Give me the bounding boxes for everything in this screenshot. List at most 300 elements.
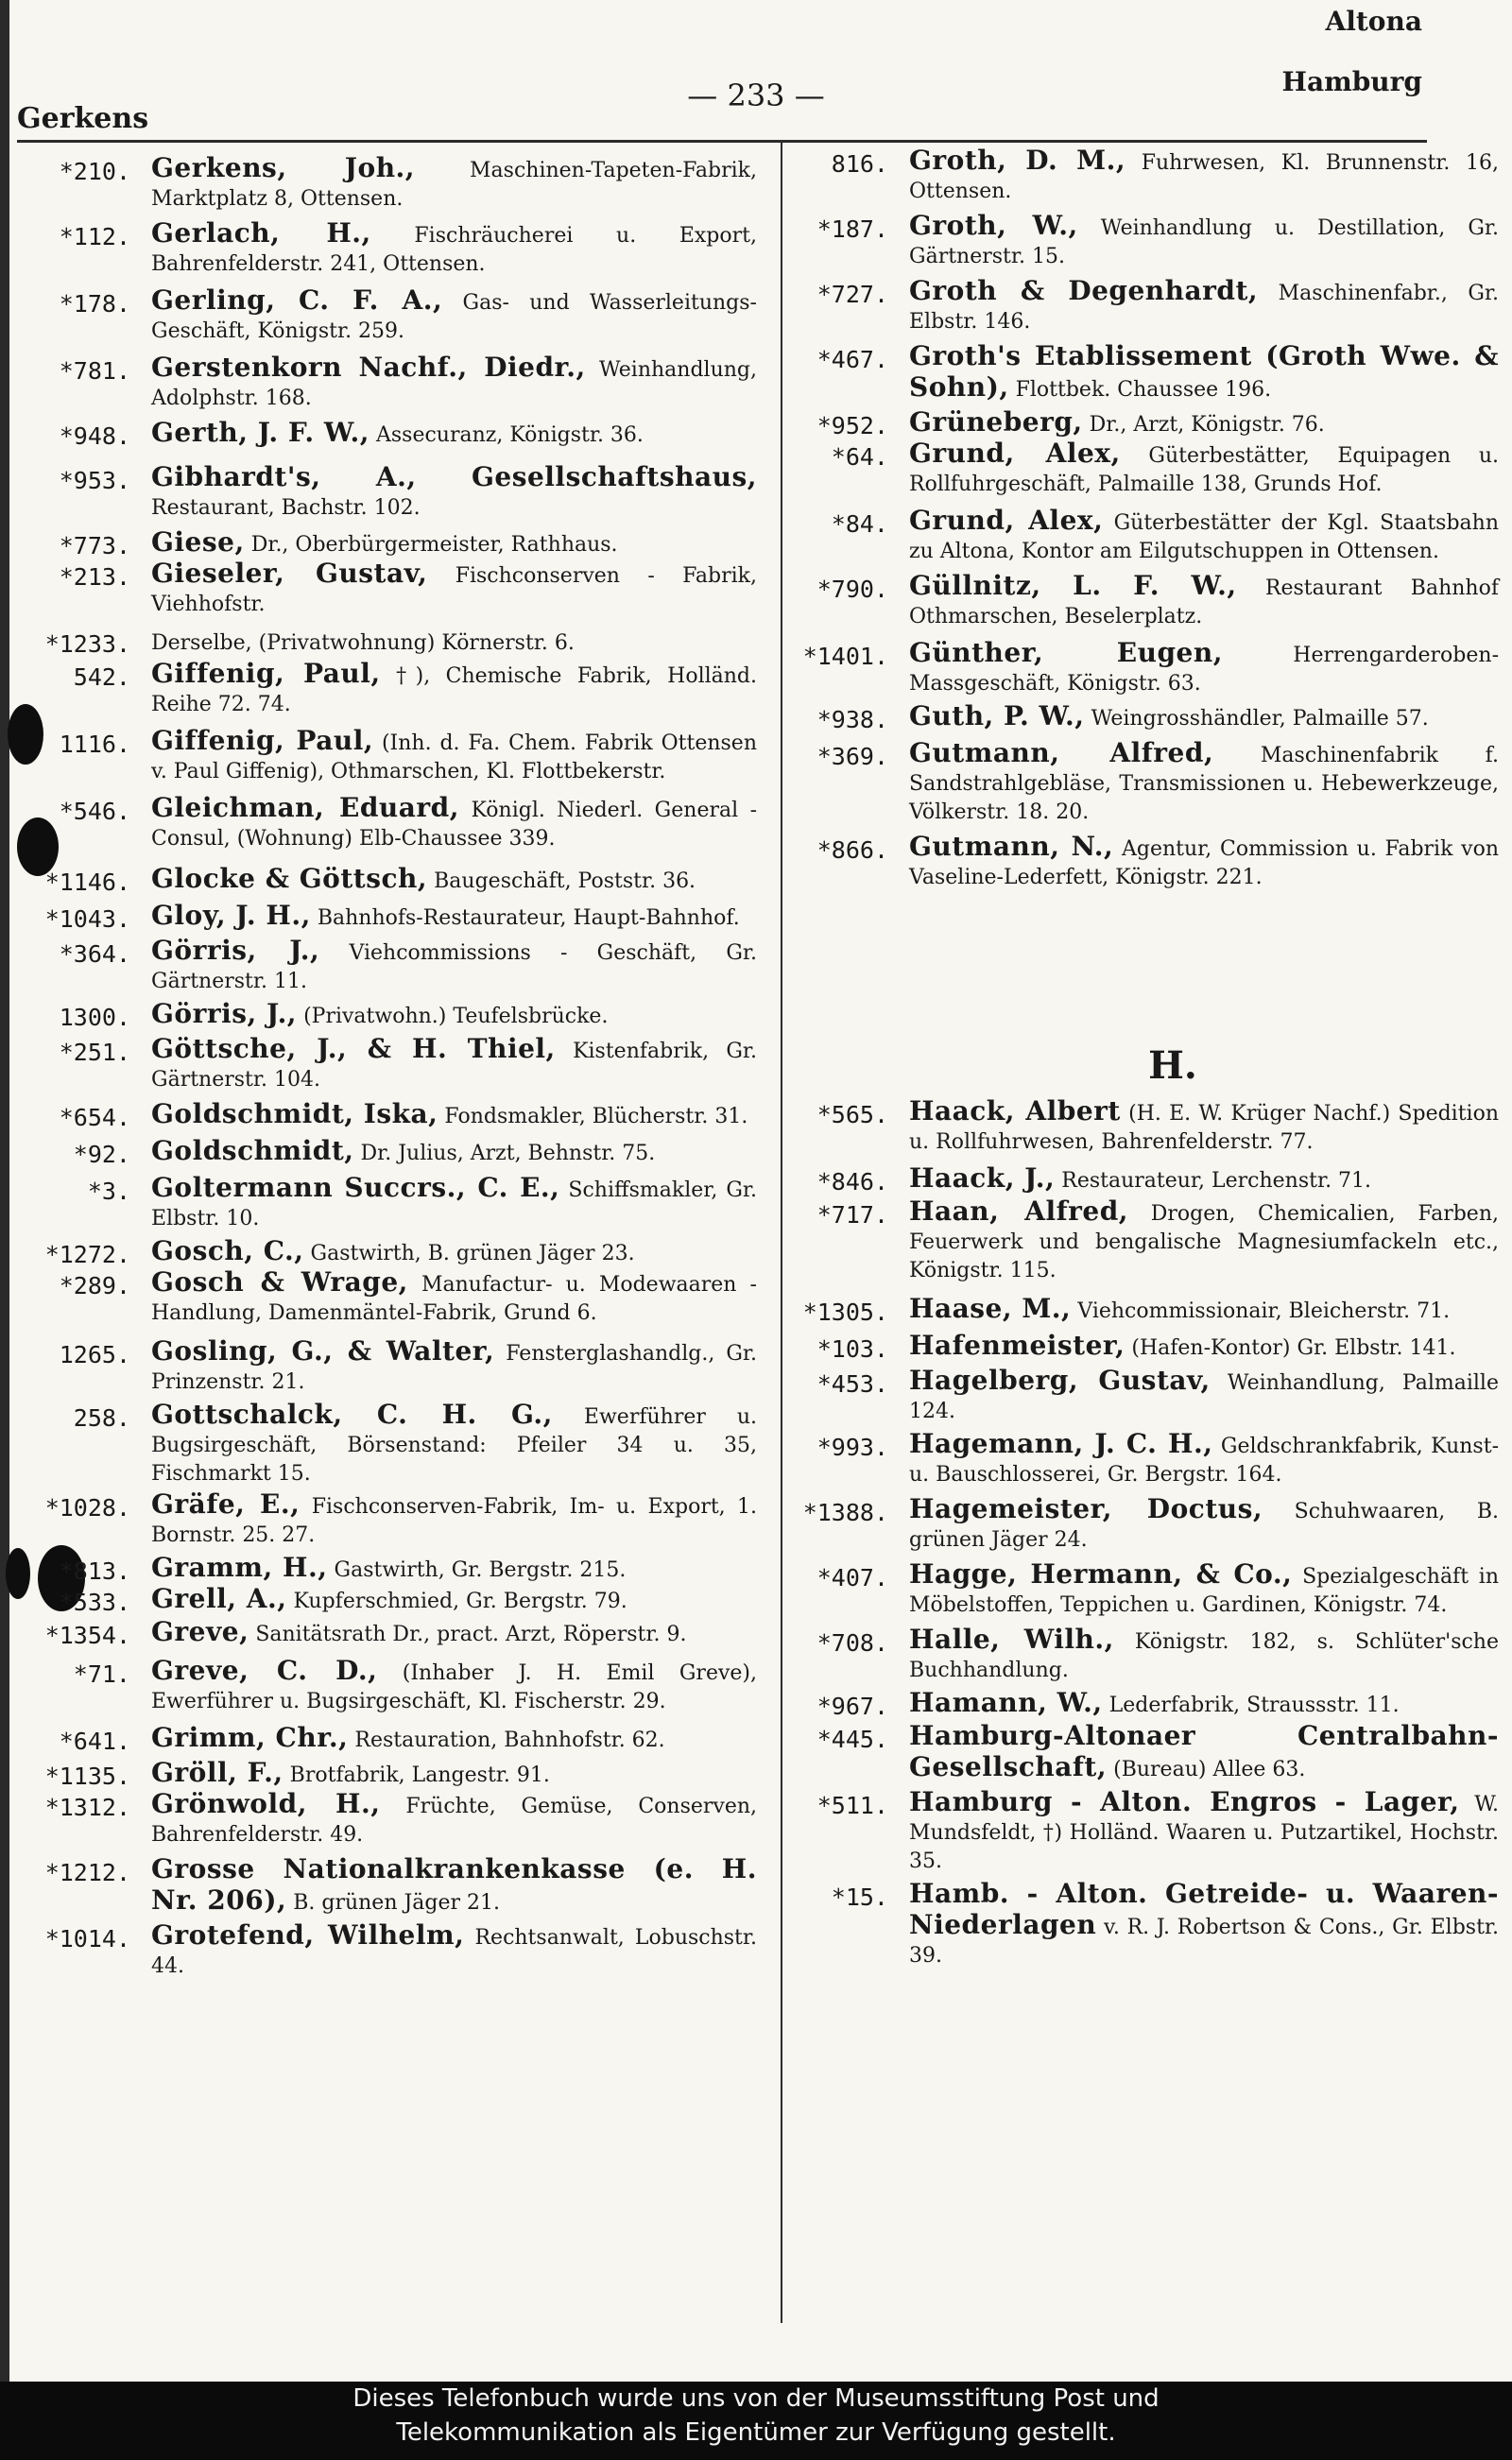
- entry-text: [888, 146, 1503, 206]
- entry-text: [130, 727, 761, 786]
- directory-entry: [19, 154, 761, 214]
- subscriber-name: Grund, Alex,: [909, 505, 1104, 536]
- directory-entry: [767, 833, 1503, 892]
- phone-number: *1135.: [44, 1763, 130, 1790]
- directory-entry: [767, 702, 1503, 733]
- right-column-top-entries: [767, 146, 1503, 892]
- phone-number: *781.: [59, 357, 130, 385]
- entry-text: [888, 1722, 1503, 1784]
- subscriber-name: Gramm, H.,: [151, 1552, 328, 1583]
- phone-number: *178.: [59, 290, 130, 318]
- directory-entry: [19, 1137, 761, 1168]
- entry-text: [888, 1880, 1503, 1970]
- subscriber-name: Hamburg - Alton. Engros - Lager,: [909, 1786, 1460, 1817]
- subscriber-name: Gleichman, Eduard,: [151, 792, 459, 823]
- directory-entry: [767, 342, 1503, 404]
- entry-text: [888, 1197, 1503, 1285]
- directory-entry: [767, 1626, 1503, 1685]
- entry-text: [130, 1237, 761, 1268]
- phone-number: *1272.: [44, 1241, 130, 1268]
- directory-entry: [767, 1560, 1503, 1620]
- subscriber-details: (Inhaber J. H. Emil Greve), Ewerführer u. Bugsirgeschäft, Kl. Fischerstr. 29.: [151, 1661, 757, 1713]
- subscriber-name: Hagemann, J. C. H.,: [909, 1428, 1213, 1459]
- subscriber-details: Königstr. 182, s. Schlüter'sche Buchhandlung.: [909, 1630, 1499, 1682]
- phone-number: 1265.: [59, 1341, 130, 1368]
- subscriber-name: Haan, Alfred,: [909, 1196, 1129, 1227]
- subscriber-name: Grönwold, H.,: [151, 1788, 381, 1819]
- phone-number: *993.: [816, 1434, 888, 1461]
- binding-edge: [0, 0, 9, 2382]
- phone-number: *71.: [73, 1660, 130, 1688]
- subscriber-details: Drogen, Chemicalien, Farben, Feuerwerk und bengalische Magnesiumfackeln etc., Königstr. 115.: [909, 1202, 1499, 1282]
- directory-entry: [767, 439, 1503, 499]
- subscriber-name: Gieseler, Gustav,: [151, 558, 428, 589]
- phone-number: *948.: [59, 422, 130, 450]
- subscriber-details: W. Mundsfeldt, †) Holländ. Waaren u. Putzartikel, Hochstr. 35.: [909, 1793, 1499, 1873]
- phone-number: *708.: [816, 1629, 888, 1657]
- subscriber-name: Gerling, C. F. A.,: [151, 284, 443, 316]
- subscriber-details: Restaurant Bahnhof Othmarschen, Beselerplatz.: [909, 576, 1499, 628]
- subscriber-name: Grüneberg,: [909, 406, 1083, 438]
- directory-entry: [19, 1100, 761, 1131]
- subscriber-details: Manufactur- u. Modewaaren - Handlung, Damenmäntel-Fabrik, Grund 6.: [151, 1273, 757, 1325]
- directory-entry: [19, 865, 761, 896]
- directory-entry: [19, 219, 761, 279]
- phone-number: *773.: [59, 532, 130, 559]
- footer-notice: [0, 2382, 1512, 2460]
- directory-entry: [19, 559, 761, 619]
- subscriber-name: Grotefend, Wilhelm,: [151, 1919, 465, 1951]
- subscriber-name: Grosse Nationalkrankenkasse (e. H. Nr. 206),: [151, 1853, 757, 1916]
- phone-number: *511.: [816, 1792, 888, 1819]
- subscriber-name: Görris, J.,: [151, 935, 320, 966]
- subscriber-details: Weingrosshändler, Palmaille 57.: [1091, 707, 1429, 731]
- subscriber-details: Fischconserven-Fabrik, Im- u. Export, 1. Bornstr. 25. 27.: [151, 1495, 758, 1547]
- subscriber-name: Haase, M.,: [909, 1293, 1072, 1324]
- directory-entry: [19, 1401, 761, 1488]
- subscriber-name: Gerkens, Joh.,: [151, 152, 416, 183]
- phone-number: *790.: [816, 576, 888, 603]
- phone-number: *717.: [816, 1201, 888, 1229]
- subscriber-details: (Privatwohn.) Teufelsbrücke.: [303, 1005, 609, 1028]
- entry-text: [130, 1337, 761, 1397]
- entry-text: [130, 660, 761, 719]
- phone-number: *938.: [816, 706, 888, 733]
- subscriber-details: Restaurateur, Lerchenstr. 71.: [1061, 1169, 1372, 1193]
- phone-number: *953.: [59, 467, 130, 494]
- directory-entry: [767, 1164, 1503, 1196]
- subscriber-name: Gräfe, E.,: [151, 1488, 301, 1520]
- phone-number: *92.: [73, 1141, 130, 1168]
- subscriber-name: Gröll, F.,: [151, 1757, 284, 1788]
- directory-entry: [19, 1921, 761, 1981]
- directory-entry: [767, 639, 1503, 698]
- page-number: — 233 —: [687, 77, 825, 113]
- subscriber-details: Weinhandlung u. Destillation, Gr. Gärtnerstr. 15.: [909, 216, 1499, 268]
- entry-text: [130, 1657, 761, 1716]
- entry-text: [130, 559, 761, 619]
- directory-entry: [767, 1332, 1503, 1363]
- subscriber-details: Weinhandlung, Palmaille 124.: [909, 1371, 1499, 1423]
- subscriber-details: Fischconserven - Fabrik, Viehhofstr.: [151, 564, 757, 616]
- subscriber-details: Königl. Niederl. General - Consul, (Wohnung) Elb-Chaussee 339.: [151, 799, 758, 851]
- entry-text: [130, 219, 761, 279]
- subscriber-details: Spezialgeschäft in Möbelstoffen, Teppichen u. Gardinen, Königstr. 74.: [909, 1565, 1500, 1617]
- subscriber-name: Giffenig, Paul,: [151, 725, 374, 756]
- subscriber-name: Greve, C. D.,: [151, 1655, 378, 1686]
- subscriber-details: Restaurant, Bachstr. 102.: [151, 496, 421, 520]
- subscriber-details: Herrengarderoben-Massgeschäft, Königstr. 63.: [909, 644, 1500, 696]
- directory-entry: [19, 286, 761, 346]
- phone-number: *103.: [816, 1335, 888, 1363]
- directory-entry: [19, 1657, 761, 1716]
- directory-entry: [767, 1295, 1503, 1326]
- entry-text: [130, 937, 761, 996]
- phone-number: *1028.: [44, 1494, 130, 1522]
- entry-text: [888, 277, 1503, 336]
- entry-text: [130, 1724, 761, 1755]
- subscriber-details: Schuhwaaren, B. grünen Jäger 24.: [909, 1500, 1499, 1552]
- subscriber-details: Gastwirth, B. grünen Jäger 23.: [310, 1242, 635, 1265]
- subscriber-details: (Inh. d. Fa. Chem. Fabrik Ottensen v. Paul Giffenig), Othmarschen, Kl. Flottbekerstr.: [151, 731, 757, 783]
- entry-text: [130, 1618, 761, 1649]
- phone-number: *1212.: [44, 1859, 130, 1886]
- directory-entry: [767, 739, 1503, 827]
- phone-number: *64.: [831, 443, 888, 471]
- phone-number: *565.: [816, 1101, 888, 1128]
- entry-text: [130, 1585, 761, 1616]
- subscriber-name: Görris, J.,: [151, 998, 298, 1029]
- entry-text: [130, 154, 761, 214]
- entry-text: [888, 1097, 1503, 1157]
- directory-entry: [767, 1097, 1503, 1157]
- subscriber-details: Viehcommissionair, Bleicherstr. 71.: [1077, 1299, 1451, 1323]
- subscriber-name: Gerlach, H.,: [151, 217, 371, 249]
- directory-entry: [767, 408, 1503, 439]
- phone-number: *445.: [816, 1726, 888, 1753]
- subscriber-name: Hamb. - Alton. Getreide- u. Waaren-Niederlagen: [909, 1878, 1499, 1940]
- subscriber-name: Gosling, G., & Walter,: [151, 1335, 495, 1367]
- subscriber-details: Früchte, Gemüse, Conserven, Bahrenfelderstr. 49.: [151, 1795, 758, 1847]
- directory-entry: [767, 1788, 1503, 1876]
- subscriber-name: Groth's Etablissement (Groth Wwe. & Sohn),: [909, 340, 1499, 403]
- entry-text: [888, 1495, 1503, 1555]
- subscriber-name: Groth, W.,: [909, 210, 1078, 241]
- entry-text: [888, 408, 1503, 439]
- subscriber-name: Groth, D. M.,: [909, 145, 1126, 176]
- entry-text: [130, 1401, 761, 1488]
- entry-text: [130, 353, 761, 413]
- subscriber-details: Dr., Arzt, Königstr. 76.: [1089, 413, 1325, 437]
- running-head: Gerkens: [17, 102, 149, 135]
- phone-number: *1233.: [44, 630, 130, 658]
- entry-text: [130, 794, 761, 853]
- entry-text: [130, 1490, 761, 1550]
- subscriber-name: Goltermann Succrs., C. E.,: [151, 1172, 560, 1203]
- phone-number: *533.: [59, 1589, 130, 1616]
- directory-entry: [19, 727, 761, 786]
- directory-entry: [767, 146, 1503, 206]
- phone-number: *369.: [816, 743, 888, 770]
- directory-entry: [19, 1759, 761, 1790]
- entry-text: [888, 639, 1503, 698]
- entry-text: [888, 702, 1503, 733]
- directory-entry: [767, 572, 1503, 631]
- phone-number: *967.: [816, 1693, 888, 1720]
- directory-entry: [767, 1722, 1503, 1784]
- subscriber-name: Güllnitz, L. F. W.,: [909, 570, 1237, 601]
- entry-text: [130, 1790, 761, 1849]
- subscriber-details: Maschinenfabr., Gr. Elbstr. 146.: [909, 282, 1500, 334]
- phone-number: *813.: [59, 1557, 130, 1585]
- subscriber-details: Kupferschmied, Gr. Bergstr. 79.: [293, 1590, 627, 1613]
- subscriber-name: Gibhardt's, A., Gesellschaftshaus,: [151, 461, 757, 492]
- directory-entry: [19, 1174, 761, 1233]
- directory-entry: [19, 1618, 761, 1649]
- directory-entry: [19, 353, 761, 413]
- directory-entry: [767, 1689, 1503, 1720]
- subscriber-details: Dr. Julius, Arzt, Behnstr. 75.: [360, 1142, 656, 1165]
- phone-number: *251.: [59, 1039, 130, 1066]
- directory-entry: [19, 1790, 761, 1849]
- subscriber-name: Guth, P. W.,: [909, 700, 1085, 731]
- subscriber-name: Gosch, C.,: [151, 1235, 304, 1266]
- directory-entry: [19, 1855, 761, 1918]
- phone-number: *1354.: [44, 1622, 130, 1649]
- entry-text: [888, 507, 1503, 566]
- subscriber-details: Maschinenfabrik f. Sandstrahlgebläse, Transmissionen u. Hebewerkzeuge, Völkerstr. 18. 20.: [909, 744, 1500, 824]
- phone-number: *1401.: [802, 643, 888, 670]
- directory-entry: [19, 1268, 761, 1328]
- subscriber-details: Schiffsmakler, Gr. Elbstr. 10.: [151, 1178, 757, 1230]
- directory-entry: [767, 1430, 1503, 1489]
- entry-text: [888, 212, 1503, 271]
- entry-text: [130, 1035, 761, 1094]
- subscriber-name: Hagelberg, Gustav,: [909, 1365, 1211, 1396]
- subscriber-details: Brotfabrik, Langestr. 91.: [289, 1763, 550, 1787]
- directory-entry: [767, 507, 1503, 566]
- phone-number: *952.: [816, 412, 888, 439]
- directory-entry: [19, 1237, 761, 1268]
- directory-entry: [19, 902, 761, 933]
- directory-entry: [19, 1035, 761, 1094]
- subscriber-name: Gutmann, Alfred,: [909, 737, 1214, 768]
- entry-text: [888, 739, 1503, 827]
- subscriber-name: Hamburg-Altonaer Centralbahn-Gesellschaft,: [909, 1720, 1499, 1782]
- subscriber-name: Günther, Eugen,: [909, 637, 1223, 668]
- phone-number: *467.: [816, 346, 888, 373]
- subscriber-details: B. grünen Jäger 21.: [293, 1891, 501, 1915]
- entry-text: [888, 572, 1503, 631]
- subscriber-name: Groth & Degenhardt,: [909, 275, 1259, 306]
- subscriber-details: Geldschrankfabrik, Kunst- u. Bauschlosserei, Gr. Bergstr. 164.: [909, 1435, 1500, 1487]
- footer-line-1: Dieses Telefonbuch wurde uns von der Museumsstiftung Post und: [352, 2384, 1160, 2413]
- subscriber-details: Sanitätsrath Dr., pract. Arzt, Röperstr. 9.: [255, 1623, 687, 1646]
- phone-number: 816.: [831, 150, 888, 178]
- entry-text: [888, 1332, 1503, 1363]
- phone-number: *84.: [831, 510, 888, 538]
- subscriber-details: Rechtsanwalt, Lobuschstr. 44.: [151, 1926, 757, 1978]
- entry-text: [888, 1689, 1503, 1720]
- directory-entry: [19, 419, 761, 450]
- entry-text: [130, 1921, 761, 1981]
- subscriber-details: Gastwirth, Gr. Bergstr. 215.: [334, 1558, 627, 1582]
- subscriber-details: Baugeschäft, Poststr. 36.: [434, 869, 696, 893]
- directory-entry: [19, 1554, 761, 1585]
- phone-number: *846.: [816, 1168, 888, 1196]
- subscriber-details: (Bureau) Allee 63.: [1113, 1758, 1306, 1781]
- entry-text: [130, 865, 761, 896]
- subscriber-name: Giffenig, Paul,: [151, 658, 381, 689]
- phone-number: *866.: [816, 836, 888, 864]
- directory-entry: [19, 1490, 761, 1550]
- subscriber-name: Giese,: [151, 526, 245, 558]
- subscriber-name: Hagemeister, Doctus,: [909, 1493, 1263, 1524]
- subscriber-details: v. R. J. Robertson & Cons., Gr. Elbstr. 39.: [909, 1916, 1500, 1968]
- directory-entry: [19, 1585, 761, 1616]
- directory-entry: [19, 1337, 761, 1397]
- directory-entry: [767, 277, 1503, 336]
- subscriber-details: Derselbe, (Privatwohnung) Körnerstr. 6.: [151, 631, 575, 655]
- header-city-hamburg: Hamburg: [1281, 66, 1422, 97]
- subscriber-details: Güterbestätter, Equipagen u. Rollfuhrgeschäft, Palmaille 138, Grunds Hof.: [909, 444, 1499, 496]
- subscriber-details: Fuhrwesen, Kl. Brunnenstr. 16, Ottensen.: [909, 151, 1499, 203]
- subscriber-details: Fondsmakler, Blücherstr. 31.: [444, 1105, 748, 1128]
- subscriber-details: (Hafen-Kontor) Gr. Elbstr. 141.: [1131, 1336, 1456, 1360]
- entry-text: [888, 439, 1503, 499]
- entry-text: [130, 1855, 761, 1918]
- subscriber-details: †), Chemische Fabrik, Holländ. Reihe 72. 74.: [151, 664, 757, 716]
- directory-entry: [19, 627, 761, 658]
- entry-text: [130, 528, 761, 559]
- subscriber-name: Grund, Alex,: [909, 438, 1121, 469]
- subscriber-details: (H. E. W. Krüger Nachf.) Spedition u. Rollfuhrwesen, Bahrenfelderstr. 77.: [909, 1102, 1500, 1154]
- entry-text: [130, 627, 761, 658]
- subscriber-details: Assecuranz, Königstr. 36.: [375, 423, 644, 447]
- subscriber-name: Göttsche, J., & H. Thiel,: [151, 1033, 556, 1064]
- entry-text: [130, 1000, 761, 1031]
- directory-entry: [19, 528, 761, 559]
- entry-text: [130, 1554, 761, 1585]
- header-city-altona: Altona: [1325, 6, 1422, 37]
- subscriber-name: Gloy, J. H.,: [151, 900, 311, 931]
- directory-entry: [19, 937, 761, 996]
- header-rule: [17, 140, 1427, 143]
- subscriber-details: Dr., Oberbürgermeister, Rathhaus.: [250, 533, 618, 557]
- directory-entry: [19, 1724, 761, 1755]
- entry-text: [888, 1788, 1503, 1876]
- entry-text: [888, 1367, 1503, 1426]
- directory-entry: [19, 794, 761, 853]
- subscriber-details: Bahnhofs-Restaurateur, Haupt-Bahnhof.: [317, 906, 740, 930]
- subscriber-name: Halle, Wilh.,: [909, 1624, 1114, 1655]
- entry-text: [130, 902, 761, 933]
- phone-number: *1305.: [802, 1299, 888, 1326]
- entry-text: [130, 1174, 761, 1233]
- subscriber-details: Viehcommissions - Geschäft, Gr. Gärtnerstr. 11.: [151, 941, 757, 993]
- directory-entry: [767, 1880, 1503, 1970]
- phone-number: *453.: [816, 1370, 888, 1398]
- phone-number: *641.: [59, 1728, 130, 1755]
- phone-number: 542.: [73, 663, 130, 691]
- entry-text: [130, 1137, 761, 1168]
- directory-entry: [767, 212, 1503, 271]
- phone-number: *289.: [59, 1272, 130, 1299]
- entry-text: [888, 1626, 1503, 1685]
- entry-text: [130, 1268, 761, 1328]
- subscriber-details: Kistenfabrik, Gr. Gärtnerstr. 104.: [151, 1040, 758, 1092]
- phone-number: *1014.: [44, 1925, 130, 1953]
- left-column: [19, 146, 761, 2339]
- entry-text: [888, 833, 1503, 892]
- right-column: [767, 146, 1503, 2339]
- phone-number: *1312.: [44, 1794, 130, 1821]
- phone-number: *727.: [816, 281, 888, 308]
- subscriber-name: Gerstenkorn Nachf., Diedr.,: [151, 352, 586, 383]
- entry-text: [130, 1100, 761, 1131]
- subscriber-details: Ewerführer u. Bugsirgeschäft, Börsenstand: Pfeiler 34 u. 35, Fischmarkt 15.: [151, 1405, 757, 1486]
- directory-entry: [19, 463, 761, 523]
- directory-entry: [19, 660, 761, 719]
- phone-number: *546.: [59, 798, 130, 825]
- phone-number: 1116.: [59, 731, 130, 758]
- subscriber-name: Hafenmeister,: [909, 1330, 1125, 1361]
- subscriber-name: Gottschalck, C. H. G.,: [151, 1399, 553, 1430]
- entry-text: [888, 1560, 1503, 1620]
- subscriber-name: Gutmann, N.,: [909, 831, 1114, 862]
- entry-text: [888, 342, 1503, 404]
- subscriber-name: Gerth, J. F. W.,: [151, 417, 369, 448]
- phone-number: *15.: [831, 1884, 888, 1911]
- phone-number: *1388.: [802, 1499, 888, 1526]
- subscriber-name: Goldschmidt, Iska,: [151, 1098, 438, 1129]
- footer-line-2: Telekommunikation als Eigentümer zur Verfügung gestellt.: [396, 2418, 1116, 2447]
- subscriber-name: Glocke & Göttsch,: [151, 863, 428, 894]
- subscriber-details: Weinhandlung, Adolphstr. 168.: [151, 358, 757, 410]
- directory-entry: [767, 1367, 1503, 1426]
- entry-text: [888, 1295, 1503, 1326]
- directory-entry: [767, 1197, 1503, 1285]
- phone-number: *1043.: [44, 905, 130, 933]
- subscriber-details: Restauration, Bahnhofstr. 62.: [354, 1729, 665, 1752]
- section-heading-h: H.: [1148, 1043, 1197, 1088]
- subscriber-name: Hagge, Hermann, & Co.,: [909, 1558, 1293, 1590]
- phone-number: *210.: [59, 158, 130, 185]
- subscriber-details: Flottbek. Chaussee 196.: [1015, 378, 1272, 402]
- entry-text: [888, 1430, 1503, 1489]
- directory-entry: [767, 1495, 1503, 1555]
- subscriber-details: Lederfabrik, Straussstr. 11.: [1108, 1694, 1400, 1717]
- phone-number: *407.: [816, 1564, 888, 1591]
- entry-text: [130, 1759, 761, 1790]
- phone-number: *654.: [59, 1104, 130, 1131]
- phone-number: 258.: [73, 1404, 130, 1432]
- subscriber-details: Güterbestätter der Kgl. Staatsbahn zu Altona, Kontor am Eilgutschuppen in Ottensen.: [909, 511, 1499, 563]
- phone-number: *213.: [59, 563, 130, 591]
- subscriber-name: Gosch & Wrage,: [151, 1266, 408, 1298]
- phone-number: *364.: [59, 940, 130, 968]
- subscriber-details: Maschinen-Tapeten-Fabrik, Marktplatz 8, Ottensen.: [151, 159, 757, 211]
- subscriber-name: Grimm, Chr.,: [151, 1722, 349, 1753]
- entry-text: [130, 419, 761, 450]
- entry-text: [130, 286, 761, 346]
- subscriber-name: Goldschmidt,: [151, 1135, 354, 1166]
- entry-text: [888, 1164, 1503, 1196]
- subscriber-details: Agentur, Commission u. Fabrik von Vaseline-Lederfett, Königstr. 221.: [909, 837, 1500, 889]
- subscriber-name: Haack, J.,: [909, 1162, 1056, 1194]
- entry-text: [130, 463, 761, 523]
- right-column-bottom-entries: [767, 1097, 1503, 1970]
